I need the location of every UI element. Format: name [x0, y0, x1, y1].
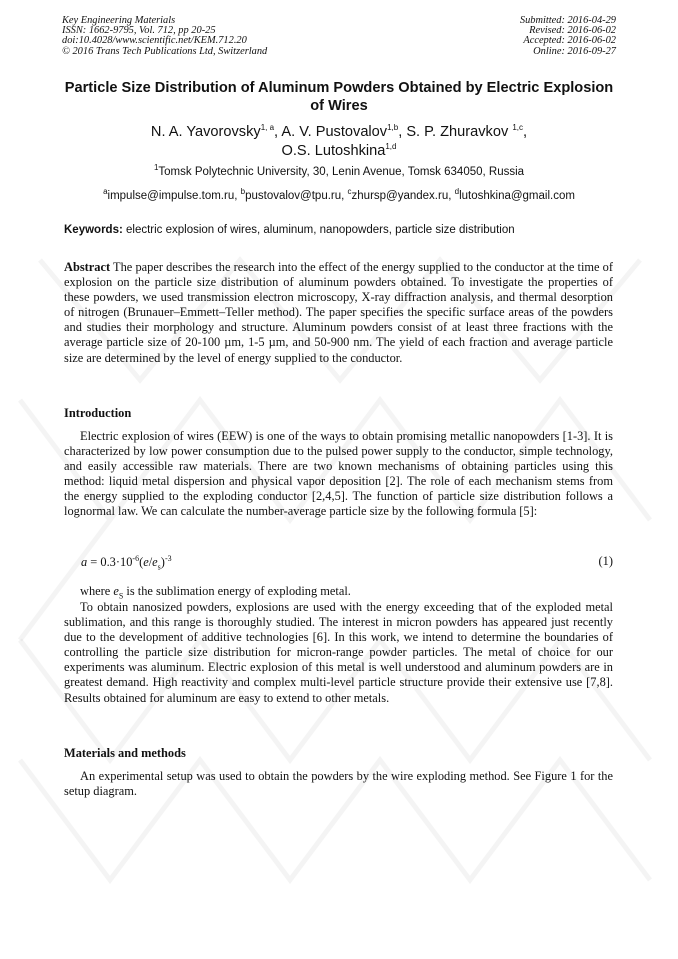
email-list: $^a$impulse@impulse.tom.ru, $^b$pustovalov@tpu.ru, $^c$zhursp@yandex.ru, $^d$lutoshkina@gmail.com [103, 187, 575, 202]
equation-number: (1) [598, 554, 613, 568]
email-link[interactable]: impulse@impulse.tom.ru, [107, 190, 241, 202]
introduction-heading: Introduction [64, 406, 132, 420]
where-clause: where $e_S$ is the sublimation energy of exploding metal. [80, 584, 351, 601]
author: S. P. Zhuravkov $^{1,c}$, [406, 123, 528, 140]
email-link[interactable]: lutoshkina@gmail.com [459, 190, 575, 202]
keywords: Keywords: electric explosion of wires, aluminum, nanopowders, particle size distribution [64, 224, 515, 236]
doi[interactable]: doi:10.4028/www.scientific.net/KEM.712.20 [62, 35, 247, 47]
author-list [64, 123, 614, 161]
abstract: Abstract The paper describes the research into the effect of the energy supplied to the conductor at the time of explosion on the particle size distribution of aluminum powders obtained. To investigate the properties of these powders, we used transmission electron microscopy, X-ray diffraction analysis, and thermal desorption of nitrogen (Brunauer–Emmett–Teller method). The paper specifies the specific surface areas of the powders and studies their morphology and structure. Aluminum powders consist of at least three fractions with the average particle size of 20-100 µm, 1-5 µm, and 50-900 nm. The yield of each fraction and average particle size are determined by the level of energy supplied to the conductor. [64, 260, 613, 365]
journal-info [62, 16, 267, 57]
intro-paragraph-2: To obtain nanosized powders, explosions are used with the energy exceeding that of the exploded metal sublimation, and this range is thoroughly studied. The interest in micron powders has appeared just recently due to the development of additive technologies [6]. In this work, we intend to determine the boundaries of controlling the particle size distribution for micron-range powder particles. The metal of choice for our experiments was aluminum. Electric explosion of this metal is well understood and aluminum powders are in greatest demand. High reactivity and complex multi-level particle structure provide their extensive use [7,8]. Results obtained for aluminum are easy to extend to other metals. [64, 600, 613, 705]
online-date: Online: 2016-09-27 [533, 45, 616, 57]
accepted-date: Accepted: 2016-06-02 [523, 35, 616, 47]
journal-name: Key Engineering Materials [62, 15, 176, 26]
revised-date: Revised: 2016-06-02 [529, 25, 616, 37]
paper-title: Particle Size Distribution of Aluminum Powders Obtained by Electric Explosion of Wires [64, 80, 614, 114]
author: A. V. Pustovalov$^{1,b}$, [281, 123, 407, 140]
formula-1: $a = 0.3\cdot 10^{-6}(e/e_s)^{-3}$ [81, 554, 172, 572]
intro-paragraph-1: Electric explosion of wires (EEW) is one of the ways to obtain promising metallic nanopowders [1-3]. It is characterized by low power consumption due to the pulsed power supply to the conductor, simple technology, and easily accessible raw materials. There are two known mechanisms of obtaining particles using this method: liquid metal dispersion and physical vapor deposition [2]. The role of each mechanism stems from the energy supplied to the exploding conductor [2,4,5]. The function of particle size distribution follows a lognormal law. We can calculate the number-average particle size by the following formula [5]: [64, 429, 613, 519]
methods-paragraph-1: An experimental setup was used to obtain the powders by the wire exploding method. See Figure 1 for the setup diagram. [64, 769, 613, 799]
email-link[interactable]: zhursp@yandex.ru, [351, 190, 455, 202]
author: O.S. Lutoshkina$^{1,d}$ [281, 142, 397, 159]
email-link[interactable]: pustovalov@tpu.ru, [245, 190, 348, 202]
methods-heading: Materials and methods [64, 746, 186, 760]
author: N. A. Yavorovsky$^{1, a}$, [150, 123, 282, 140]
dates-info [520, 16, 616, 57]
issn: ISSN: 1662-9795, Vol. 712, pp 20-25 [62, 25, 216, 37]
affiliation: $^1$Tomsk Polytechnic University, 30, Lenin Avenue, Tomsk 634050, Russia [153, 163, 525, 178]
submitted-date: Submitted: 2016-04-29 [519, 15, 616, 26]
copyright: © 2016 Trans Tech Publications Ltd, Switzerland [62, 45, 268, 57]
